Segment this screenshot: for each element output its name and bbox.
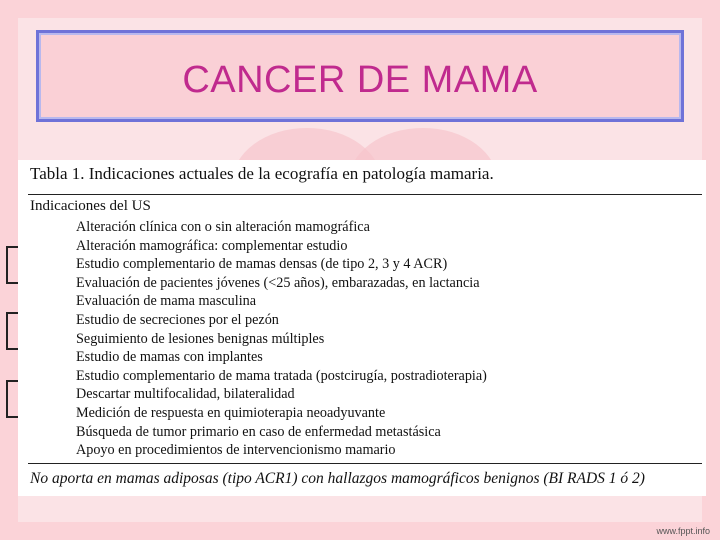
watermark-text: www.fppt.info (656, 526, 710, 536)
list-item: Estudio complementario de mamas densas (de tipo 2, 3 y 4 ACR) (76, 256, 448, 273)
list-item: Alteración clínica con o sin alteración mamográfica (76, 219, 370, 235)
list-item: Estudio complementario de mama tratada (postcirugía, postradioterapia) (76, 367, 487, 384)
title-box (36, 30, 684, 122)
list-item: Búsqueda de tumor primario en caso de enfermedad metastásica (76, 423, 441, 440)
indications-list (76, 218, 487, 460)
list-item: Seguimiento de lesiones benignas múltiples (76, 330, 325, 347)
table-section-heading: Indicaciones del US (30, 198, 151, 214)
table-bottom-rule (28, 463, 702, 464)
list-item: Alteración mamográfica: complementar estudio (76, 237, 348, 254)
list-item: Apoyo en procedimientos de intervencionismo mamario (76, 442, 396, 459)
table-top-rule (28, 194, 702, 195)
table-caption (30, 164, 494, 184)
indications-table-image (18, 160, 706, 496)
slide-title: CANCER DE MAMA (182, 59, 538, 101)
list-item: Evaluación de pacientes jóvenes (<25 años), embarazadas, en lactancia (76, 274, 480, 291)
list-item: Estudio de secreciones por el pezón (76, 311, 279, 328)
table-caption-text: Indicaciones actuales de la ecografía en patología mamaria. (88, 164, 494, 183)
table-caption-label: Tabla 1. (30, 164, 85, 183)
list-item: Evaluación de mama masculina (76, 293, 257, 310)
list-item: Estudio de mamas con implantes (76, 349, 263, 366)
list-item: Medición de respuesta en quimioterapia neoadyuvante (76, 404, 386, 421)
list-item: Descartar multifocalidad, bilateralidad (76, 386, 295, 403)
table-footnote: No aporta en mamas adiposas (tipo ACR1) con hallazgos mamográficos benignos (BI RADS 1 ó 2) (30, 470, 645, 487)
